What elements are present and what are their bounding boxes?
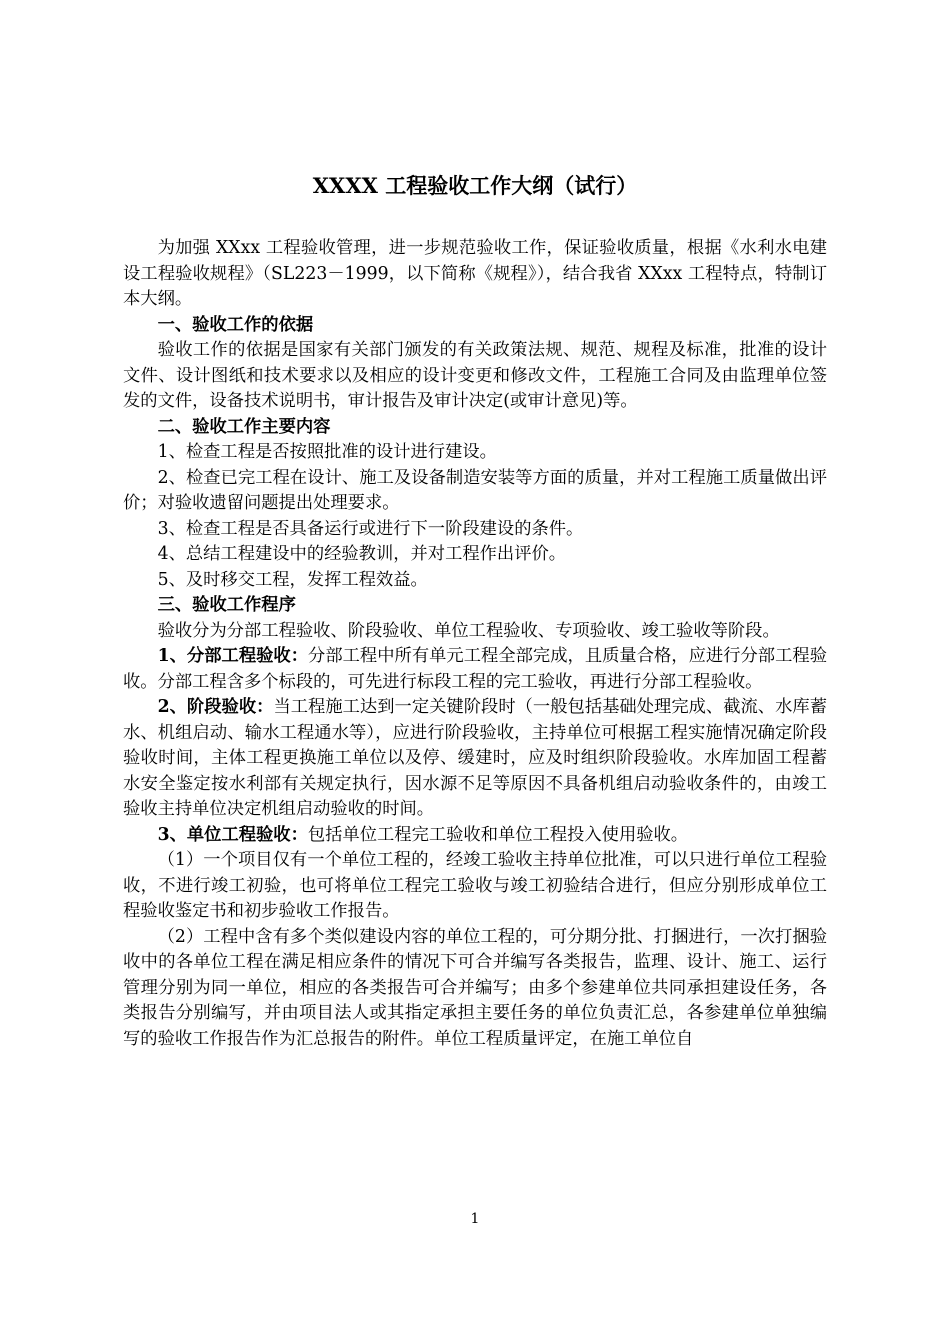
section-2-heading: 二、验收工作主要内容 [157, 416, 331, 437]
section-3-subitem-1: （1）一个项目仅有一个单位工程的，经竣工验收主持单位批准，可以只进行单位工程验收，不进行竣工初验，也可将单位工程完工验收与竣工初验结合进行，但应分别形成单位工程验收鉴定书和初步验收工作报告。 [123, 850, 827, 921]
item-1-text: 分部工程中所有单元工程全部完成，且质量合格，应进行分部工程验收。分部工程含多个标段的，可先进行标段工程的完工验收，再进行分部工程验收。 [123, 646, 827, 692]
section-3-heading: 三、验收工作程序 [157, 595, 296, 615]
item-3-text: 包括单位工程完工验收和单位工程投入使用验收。 [307, 824, 689, 845]
section-2-item-4: 4、总结工程建设中的经验教训，并对工程作出评价。 [157, 544, 567, 564]
section-3-item-2 [123, 695, 827, 823]
intro-paragraph: 为加强 XXxx 工程验收管理，进一步规范验收工作，保证验收质量，根据《水利水电建设工程验收规程》（SL223－1999，以下简称《规程》），结合我省 XXxx 工程特点，特制订本大纲。 [123, 238, 827, 309]
item-3-label: 3、单位工程验收： [157, 824, 308, 845]
section-1-paragraph: 验收工作的依据是国家有关部门颁发的有关政策法规、规范、规程及标准，批准的设计文件、设计图纸和技术要求以及相应的设计变更和修改文件，工程施工合同及由监理单位签发的文件，设备技术说明书，审计报告及审计决定(或审计意见)等。 [123, 340, 827, 411]
document-body [123, 236, 827, 1052]
item-2-label: 2、阶段验收： [157, 697, 274, 717]
document-title: XXXX 工程验收工作大纲（试行） [312, 173, 638, 198]
section-1-heading: 一、验收工作的依据 [157, 314, 314, 335]
section-2-item-3: 3、检查工程是否具备运行或进行下一阶段建设的条件。 [157, 518, 584, 539]
section-3-subitem-2: （2）工程中含有多个类似建设内容的单位工程的，可分期分批、打捆进行，一次打捆验收中的各单位工程在满足相应条件的情况下可合并编写各类报告，监理、设计、施工、运行管理分别为同一单位，相应的各类报告可合并编写；由多个参建单位共同承担建设任务，各类报告分别编写，并由项目法人或其指定承担主要任务的单位负责汇总，各参建单位单独编写的验收工作报告作为汇总报告的附件。单位工程质量评定，在施工单位自 [123, 926, 827, 1049]
item-2-text: 当工程施工达到一定关键阶段时（一般包括基础处理完成、截流、水库蓄水、机组启动、输水工程通水等），应进行阶段验收，主持单位可根据工程实施情况确定阶段验收时间，主体工程更换施工单位以及停、缓建时，应及时组织阶段验收。水库加固工程蓄水安全鉴定按水利部有关规定执行，因水源不足等原因不具备机组启动验收条件的，由竣工验收主持单位决定机组启动验收的时间。 [123, 697, 827, 819]
section-3-item-1 [123, 644, 827, 695]
section-3-item-3 [123, 823, 827, 849]
section-3-intro: 验收分为分部工程验收、阶段验收、单位工程验收、专项验收、竣工验收等阶段。 [157, 620, 780, 641]
item-1-label: 1、分部工程验收： [157, 646, 309, 666]
section-2-item-2: 2、检查已完工程在设计、施工及设备制造安装等方面的质量，并对工程施工质量做出评价；对验收遗留问题提出处理要求。 [123, 467, 827, 513]
page-number: 1 [470, 1211, 480, 1227]
section-2-item-5: 5、及时移交工程，发挥工程效益。 [157, 569, 428, 590]
section-2-item-1: 1、检查工程是否按照批准的设计进行建设。 [157, 442, 497, 462]
